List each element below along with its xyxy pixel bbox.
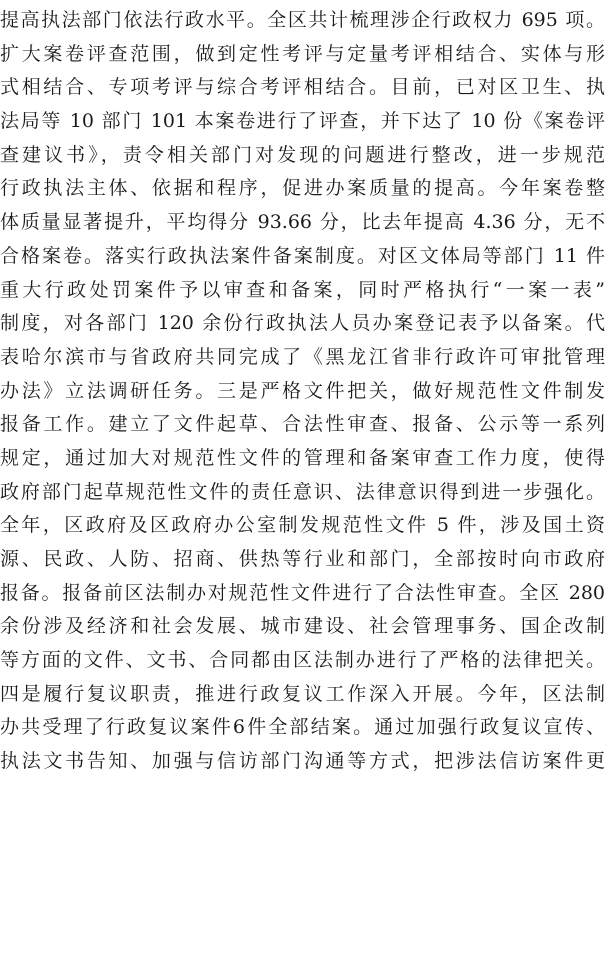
text-line: 行政执法主体、依据和程序，促进办案质量的提高。今年案卷整 [0, 177, 605, 200]
text-line: 四是履行复议职责，推进行政复议工作深入开展。今年，区法制 [0, 682, 605, 705]
text-line: 执法文书告知、加强与信访部门沟通等方式，把涉法信访案件更 [0, 750, 605, 773]
text-line: 提高执法部门依法行政水平。全区共计梳理涉企行政权力 695 项。 [0, 9, 605, 31]
text-line: 制度，对各部门 120 余份行政执法人员办案登记表予以备案。代 [0, 312, 605, 335]
text-line: 查建议书》，责令相关部门对发现的问题进行整改，进一步规范 [0, 143, 605, 166]
text-line: 规定，通过加大对规范性文件的管理和备案审查工作力度，使得 [0, 446, 605, 469]
text-line: 重大行政处罚案件予以审查和备案，同时严格执行“一案一表” [0, 278, 605, 301]
body-text [0, 4, 605, 779]
text-line: 表哈尔滨市与省政府共同完成了《黑龙江省非行政许可审批管理 [0, 345, 605, 368]
text-line: 政府部门起草规范性文件的责任意识、法律意识得到进一步强化。 [0, 480, 605, 503]
text-line: 式相结合、专项考评与综合考评相结合。目前，已对区卫生、执 [0, 76, 605, 99]
text-line: 法局等 10 部门 101 本案卷进行了评查，并下达了 10 份《案卷评 [0, 110, 605, 133]
text-line: 办法》立法调研任务。三是严格文件把关，做好规范性文件制发 [0, 379, 605, 402]
text-line: 全年，区政府及区政府办公室制发规范性文件 5 件，涉及国土资 [0, 514, 605, 537]
text-line: 等方面的文件、文书、合同都由区法制办进行了严格的法律把关。 [0, 649, 605, 672]
text-line: 办共受理了行政复议案件6件全部结案。通过加强行政复议宣传、 [0, 716, 605, 739]
text-line: 扩大案卷评查范围，做到定性考评与定量考评相结合、实体与形 [0, 42, 605, 65]
text-line: 源、民政、人防、招商、供热等行业和部门，全部按时向市政府 [0, 548, 605, 570]
text-line: 余份涉及经济和社会发展、城市建设、社会管理事务、国企改制 [0, 615, 605, 638]
text-line: 报备工作。建立了文件起草、合法性审查、报备、公示等一系列 [0, 413, 605, 436]
text-line: 合格案卷。落实行政执法案件备案制度。对区文体局等部门 11 件 [0, 244, 605, 267]
text-line: 体质量显著提升，平均得分 93.66 分，比去年提高 4.36 分，无不 [0, 211, 605, 234]
text-line: 报备。报备前区法制办对规范性文件进行了合法性审查。全区 280 [0, 581, 605, 604]
